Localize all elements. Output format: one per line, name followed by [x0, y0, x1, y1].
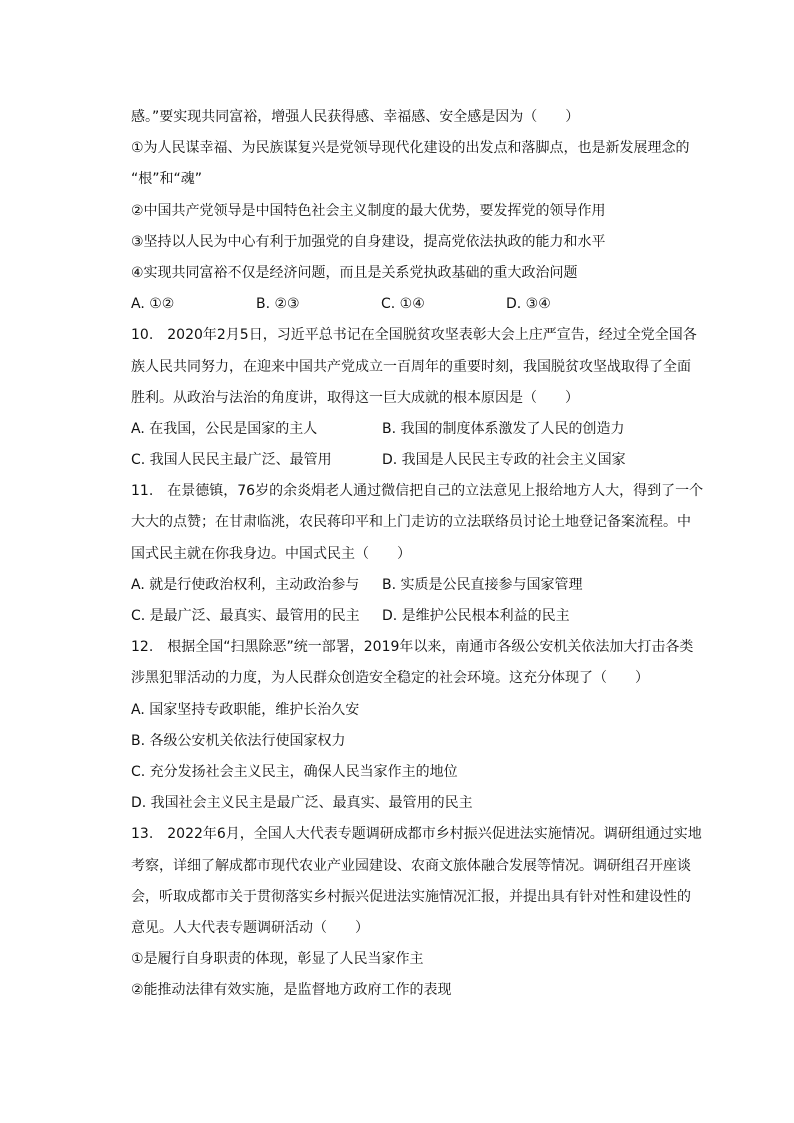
q9-options [131, 289, 691, 320]
q12-stem-line-2: 涉黑犯罪活动的力度，为人民群众创造安全稳定的社会环境。这充分体现了（ ） [131, 670, 649, 687]
q11-options-row-2 [131, 601, 691, 632]
q11-stem-line-1: 11. 在景德镇，76岁的余炎焆老人通过微信把自己的立法意见上报给地方人大，得到了一个 [131, 483, 704, 500]
q9-statement-3: ③坚持以人民为中心有利于加强党的自身建设，提高党依法执政的能力和水平 [131, 233, 606, 250]
q12-option-a: A. 国家坚持专政职能，维护长治久安 [131, 701, 360, 718]
q11-option-b: B. 实质是公民直接参与国家管理 [382, 576, 583, 593]
q9-stem-line: 感。”要实现共同富裕，增强人民获得感、幸福感、安全感是因为（ ） [131, 109, 580, 125]
q9-statement-4: ④实现共同富裕不仅是经济问题，而且是关系党执政基础的重大政治问题 [131, 264, 578, 281]
q12-option-c: C. 充分发扬社会主义民主，确保人民当家作主的地位 [131, 763, 458, 780]
q9-option-c: C. ①④ [381, 296, 425, 313]
q12-option-b: B. 各级公安机关依法行使国家权力 [131, 732, 346, 749]
q13-statement-2: ②能推动法律有效实施，是监督地方政府工作的表现 [131, 982, 452, 999]
q11-stem-line-2: 大大的点赞；在甘肃临洮，农民蒋印平和上门走访的立法联络员讨论土地登记备案流程。中 [131, 514, 691, 531]
q10-option-d: D. 我国是人民民主专政的社会主义国家 [382, 452, 626, 469]
q10-option-c: C. 我国人民民主最广泛、最管用 [131, 452, 332, 469]
q10-option-a: A. 在我国，公民是国家的主人 [131, 420, 318, 437]
q9-option-d: D. ③④ [506, 296, 551, 313]
q13-stem-line-4: 意见。人大代表专题调研活动（ ） [131, 919, 369, 936]
q11-option-a: A. 就是行使政治权利，主动政治参与 [131, 576, 360, 593]
q9-statement-1-cont: “根”和“魂” [131, 171, 203, 188]
q9-option-b: B. ②③ [256, 296, 300, 313]
q13-stem-line-2: 考察，详细了解成都市现代农业产业园建设、农商文旅体融合发展等情况。调研组召开座谈 [131, 857, 691, 874]
q12-stem-line-1: 12. 根据全国“扫黑除恶”统一部署，2019年以来，南通市各级公安机关依法加大打击各类 [131, 639, 694, 656]
q11-stem-line-3: 国式民主就在你我身边。中国式民主（ ） [131, 545, 411, 562]
q9-option-a: A. ①② [131, 296, 175, 313]
q13-stem-line-3: 会，听取成都市关于贯彻落实乡村振兴促进法实施情况汇报，并提出具有针对性和建设性的 [131, 888, 691, 905]
q10-stem-line-1: 10. 2020年2月5日，习近平总书记在全国脱贫攻坚表彰大会上庄严宣告，经过全党全国各 [131, 327, 697, 344]
q13-stem-line-1: 13. 2022年6月，全国人大代表专题调研成都市乡村振兴促进法实施情况。调研组通过实地 [131, 826, 702, 843]
document-content [131, 102, 704, 1006]
q12-option-d: D. 我国社会主义民主是最广泛、最真实、最管用的民主 [131, 795, 473, 812]
q13-statement-1: ①是履行自身职责的体现，彰显了人民当家作主 [131, 951, 424, 968]
q10-option-b: B. 我国的制度体系激发了人民的创造力 [382, 420, 625, 437]
q9-statement-2: ②中国共产党领导是中国特色社会主义制度的最大优势，要发挥党的领导作用 [131, 202, 606, 219]
q11-option-c: C. 是最广泛、最真实、最管用的民主 [131, 608, 360, 624]
q11-option-d: D. 是维护公民根本利益的民主 [382, 608, 570, 624]
q10-options-row-2 [131, 445, 691, 476]
q11-options-row-1 [131, 570, 691, 601]
q10-stem-line-2: 族人民共同努力，在迎来中国共产党成立一百周年的重要时刻，我国脱贫攻坚战取得了全面 [131, 358, 691, 375]
q9-statement-1: ①为人民谋幸福、为民族谋复兴是党领导现代化建设的出发点和落脚点，也是新发展理念的 [131, 140, 690, 157]
q10-stem-line-3: 胜利。从政治与法治的角度讲，取得这一巨大成就的根本原因是（ ） [131, 389, 579, 406]
q10-options-row-1 [131, 414, 691, 445]
